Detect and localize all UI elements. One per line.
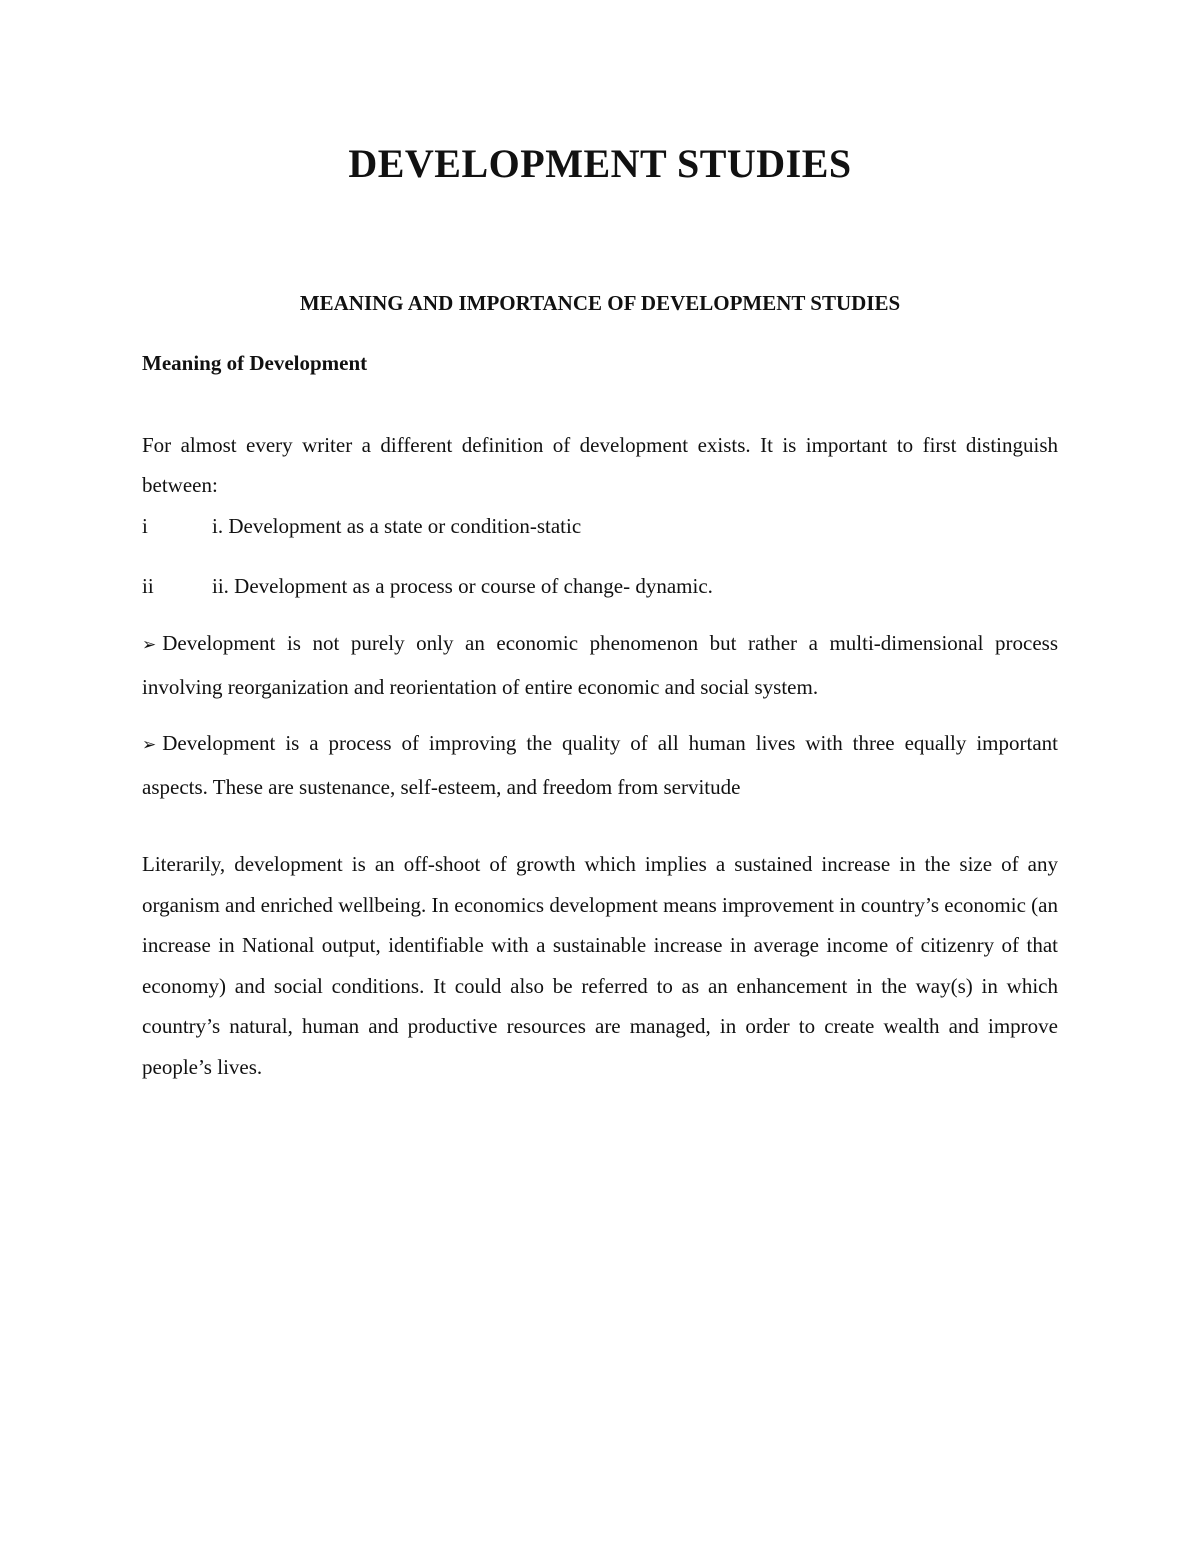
section-heading: Meaning of Development [142, 351, 368, 375]
list-item-text: i. Development as a state or condition-static [212, 514, 582, 538]
bullet-text: Development is a process of improving the quality of all human lives with three equally important aspects. These are sustenance, self-esteem, and freedom from servitude [142, 731, 1058, 799]
document-title: DEVELOPMENT STUDIES [348, 141, 852, 186]
arrow-bullet-icon: ➢ [142, 735, 157, 755]
bullet-text: Development is not purely only an economic phenomenon but rather a multi-dimensional process involving reorganization and reorientation of entire economic and social system. [142, 631, 1058, 699]
closing-paragraph: Literarily, development is an off-shoot of growth which implies a sustained increase in the size of any organism and enriched wellbeing. In economics development means improvement in country’s economic (an increase in National output, identifiable with a sustainable increase in average income of citizenry of that economy) and social conditions. It could also be referred to as an enhancement in the way(s) in which country’s natural, human and productive resources are managed, in order to create wealth and improve people’s lives. [142, 852, 1058, 1079]
list-item-marker: i [142, 514, 148, 538]
list-item-text: ii. Development as a process or course of change- dynamic. [212, 574, 713, 598]
bullet-point [142, 622, 1058, 708]
bullet-point [142, 722, 1058, 808]
document-subtitle: MEANING AND IMPORTANCE OF DEVELOPMENT STUDIES [299, 291, 901, 315]
intro-paragraph: For almost every writer a different definition of development exists. It is important to first distinguish between: [142, 433, 1058, 497]
arrow-bullet-icon: ➢ [142, 635, 157, 655]
list-item-marker: ii [142, 574, 154, 598]
